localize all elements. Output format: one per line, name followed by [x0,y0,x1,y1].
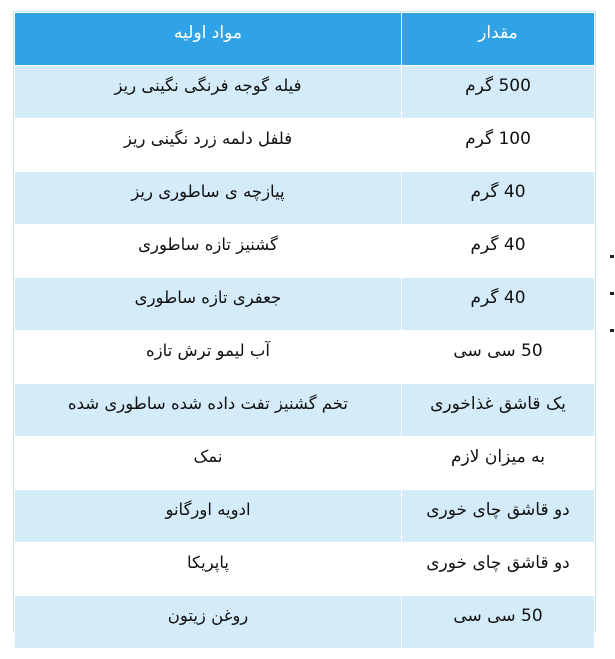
ingredient-cell: پیازچه ی ساطوری ریز [15,172,402,225]
ingredient-cell: ادویه اورگانو [15,490,402,543]
list-marker [610,292,614,295]
list-marker [610,329,614,332]
amount-cell: دو قاشق چای خوری [402,543,595,596]
table-row [15,119,595,172]
amount-cell: 500 گرم [402,66,595,119]
table-row [15,543,595,596]
ingredient-cell: تخم گشنیز تفت داده شده ساطوری شده [15,384,402,437]
amount-cell: 40 گرم [402,278,595,331]
ingredients-table [14,12,595,649]
ingredient-cell: پاپریکا [15,543,402,596]
ingredient-cell: گشنیز تازه ساطوری [15,225,402,278]
ingredient-cell: جعفری تازه ساطوری [15,278,402,331]
table-row [15,66,595,119]
edge-list-markers [606,255,615,366]
amount-cell: 50 سی سی [402,596,595,649]
amount-cell: 40 گرم [402,225,595,278]
table-row [15,331,595,384]
table-row [15,172,595,225]
ingredient-cell: نمک [15,437,402,490]
amount-cell: 50 سی سی [402,331,595,384]
table-row [15,278,595,331]
list-marker [610,255,614,258]
amount-cell: 40 گرم [402,172,595,225]
header-ingredient: مواد اولیه [15,13,402,66]
ingredient-cell: آب لیمو ترش تازه [15,331,402,384]
table-header-row [15,13,595,66]
header-amount: مقدار [402,13,595,66]
table-row [15,596,595,649]
amount-cell: دو قاشق چای خوری [402,490,595,543]
ingredient-cell: فلفل دلمه زرد نگینی ریز [15,119,402,172]
amount-cell: 100 گرم [402,119,595,172]
table-row [15,490,595,543]
table-row [15,225,595,278]
amount-cell: به میزان لازم [402,437,595,490]
ingredient-cell: روغن زیتون [15,596,402,649]
table-row [15,437,595,490]
table-row [15,384,595,437]
ingredient-cell: فیله گوجه فرنگی نگینی ریز [15,66,402,119]
amount-cell: یک قاشق غذاخوری [402,384,595,437]
